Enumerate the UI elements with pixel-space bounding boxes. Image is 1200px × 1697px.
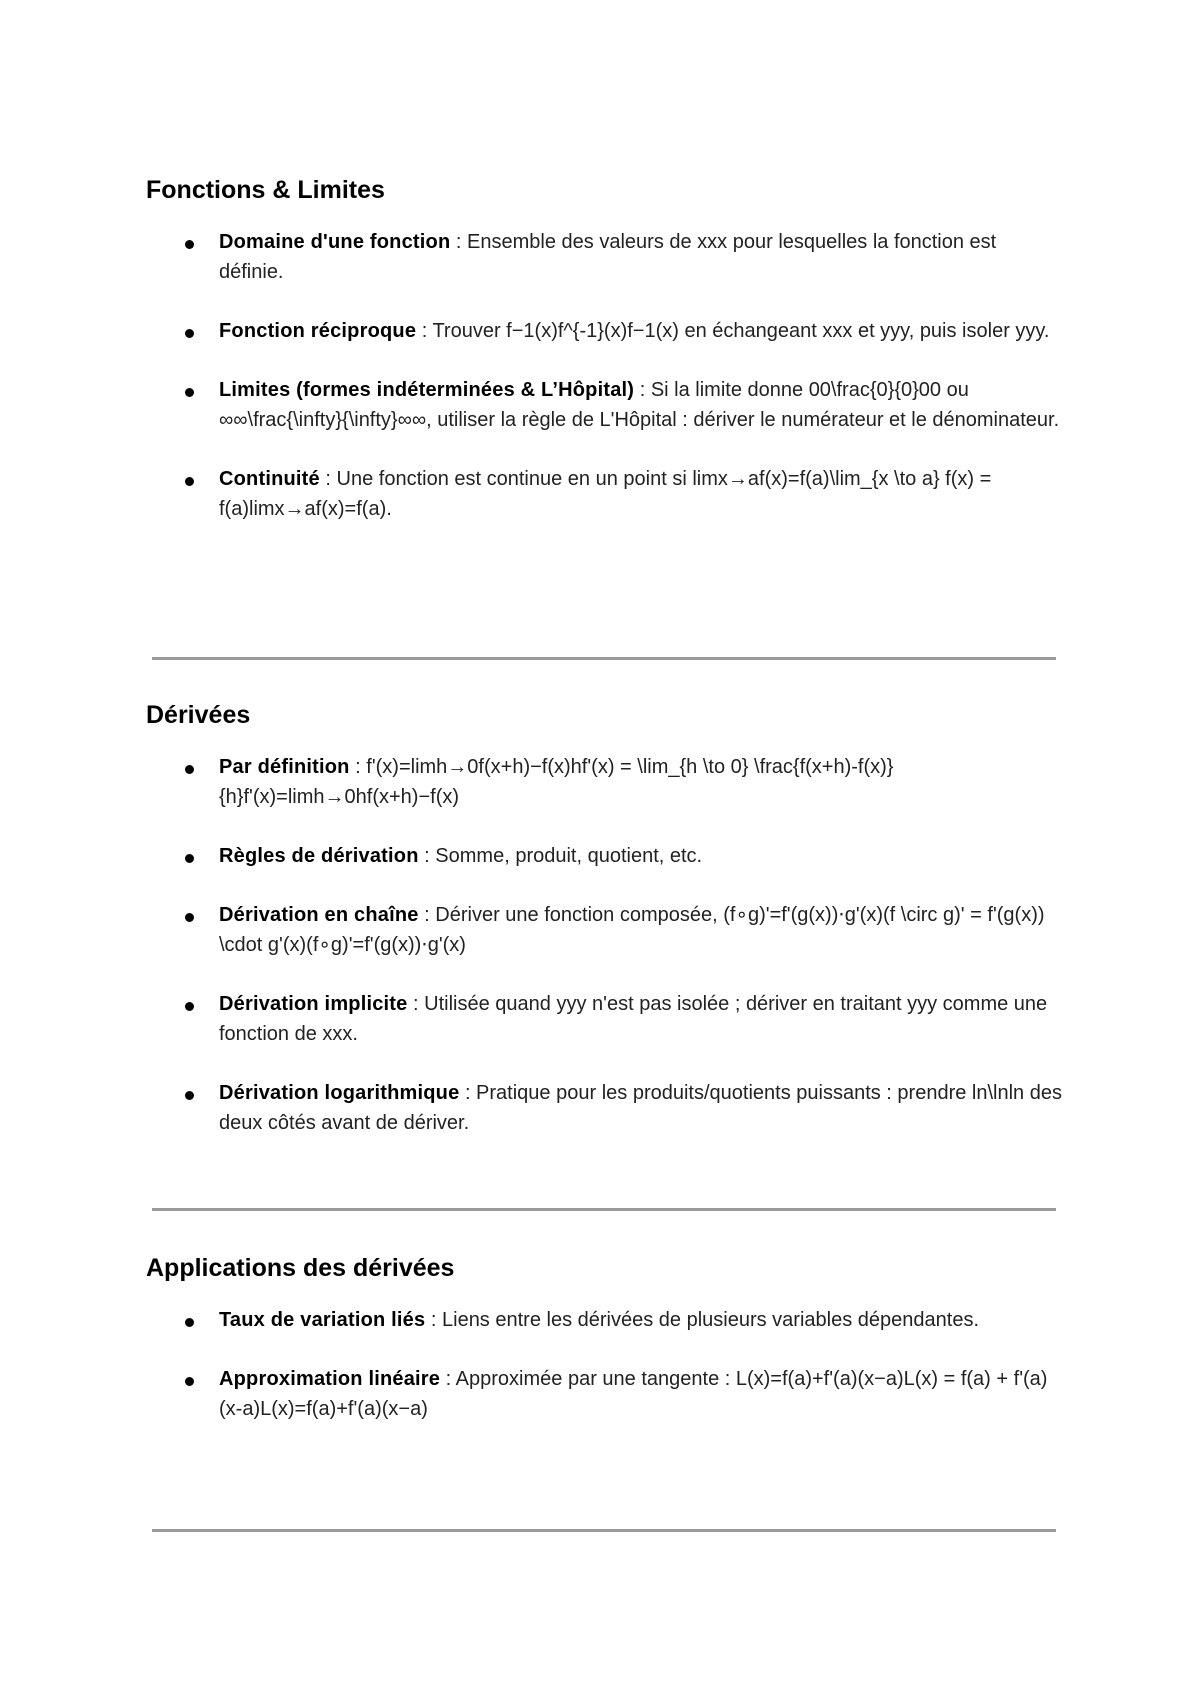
bullet-icon [185,240,194,249]
item-term: Dérivation en chaîne [219,904,419,926]
bullet-list [146,227,1066,524]
bullet-icon [185,765,194,774]
section-heading: Fonctions & Limites [146,176,385,204]
bullet-icon [185,477,194,486]
list-item [146,1078,1066,1138]
item-term: Domaine d'une fonction [219,231,451,253]
section-derivees [146,700,1066,1167]
item-text: : Ensemble des valeurs de xxx pour lesquelles la fonction est définie. [219,231,997,283]
list-item [146,989,1066,1049]
list-item [146,752,1066,812]
bullet-list [146,752,1066,1138]
list-item [146,841,1066,871]
section-applications [146,1253,1066,1453]
section-heading: Dérivées [146,701,251,729]
item-term: Approximation linéaire [219,1368,441,1390]
list-item [146,1364,1066,1424]
item-term: Dérivation implicite [219,993,408,1015]
list-item [146,900,1066,960]
item-text: : Pratique pour les produits/quotients puissants : prendre ln\lnln des deux côtés avant de dériver. [219,1082,1062,1134]
item-text: : Une fonction est continue en un point si limx→af(x)=f(a)\lim_{x \to a} f(x) = f(a)limx→af(x)=f(a). [219,468,992,520]
item-text: : Approximée par une tangente : L(x)=f(a)+f'(a)(x−a)L(x) = f(a) + f'(a)(x-a)L(x)=f(a)+f'(a)(x−a) [219,1368,1048,1420]
bullet-icon [185,1091,194,1100]
item-text: : Utilisée quand yyy n'est pas isolée ; dériver en traitant yyy comme une fonction de xxx. [219,993,1048,1045]
horizontal-divider [152,1208,1056,1211]
item-term: Limites (formes indéterminées & L’Hôpital) [219,379,635,401]
list-item [146,375,1066,435]
item-text: : Liens entre les dérivées de plusieurs variables dépendantes. [425,1309,979,1331]
item-term: Taux de variation liés [219,1309,426,1331]
bullet-list [146,1305,1066,1424]
section-heading: Applications des dérivées [146,1254,455,1282]
list-item [146,464,1066,524]
horizontal-divider [152,1529,1056,1532]
bullet-icon [185,1002,194,1011]
horizontal-divider [152,657,1056,660]
bullet-icon [185,854,194,863]
bullet-icon [185,913,194,922]
item-term: Par définition [219,756,350,778]
list-item [146,227,1066,287]
item-term: Dérivation logarithmique [219,1082,460,1104]
item-text: : f'(x)=limh→0f(x+h)−f(x)hf'(x) = \lim_{h \to 0} \frac{f(x+h)-f(x)}{h}f'(x)=limh→0hf(x+h)−f(x) [219,756,894,808]
item-term: Fonction réciproque [219,320,417,342]
item-term: Continuité [219,468,320,490]
section-fonctions-limites [146,175,1066,553]
bullet-icon [185,1377,194,1386]
bullet-icon [185,329,194,338]
item-text: : Trouver f−1(x)f^{-1}(x)f−1(x) en échangeant xxx et yyy, puis isoler yyy. [416,320,1050,342]
item-text: : Somme, produit, quotient, etc. [418,845,703,867]
bullet-icon [185,388,194,397]
item-term: Règles de dérivation [219,845,419,867]
list-item [146,1305,1066,1335]
item-text: : Si la limite donne 00\frac{0}{0}00 ou ∞∞\frac{\infty}{\infty}∞∞, utiliser la règle de L'Hôpital : dériver le numérateur et le dénominateur. [219,379,1060,431]
item-text: : Dériver une fonction composée, (f∘g)'=f'(g(x))⋅g'(x)(f \circ g)' = f'(g(x)) \cdot g'(x)(f∘g)'=f'(g(x))⋅g'(x) [219,904,1045,956]
list-item [146,316,1066,346]
bullet-icon [185,1318,194,1327]
